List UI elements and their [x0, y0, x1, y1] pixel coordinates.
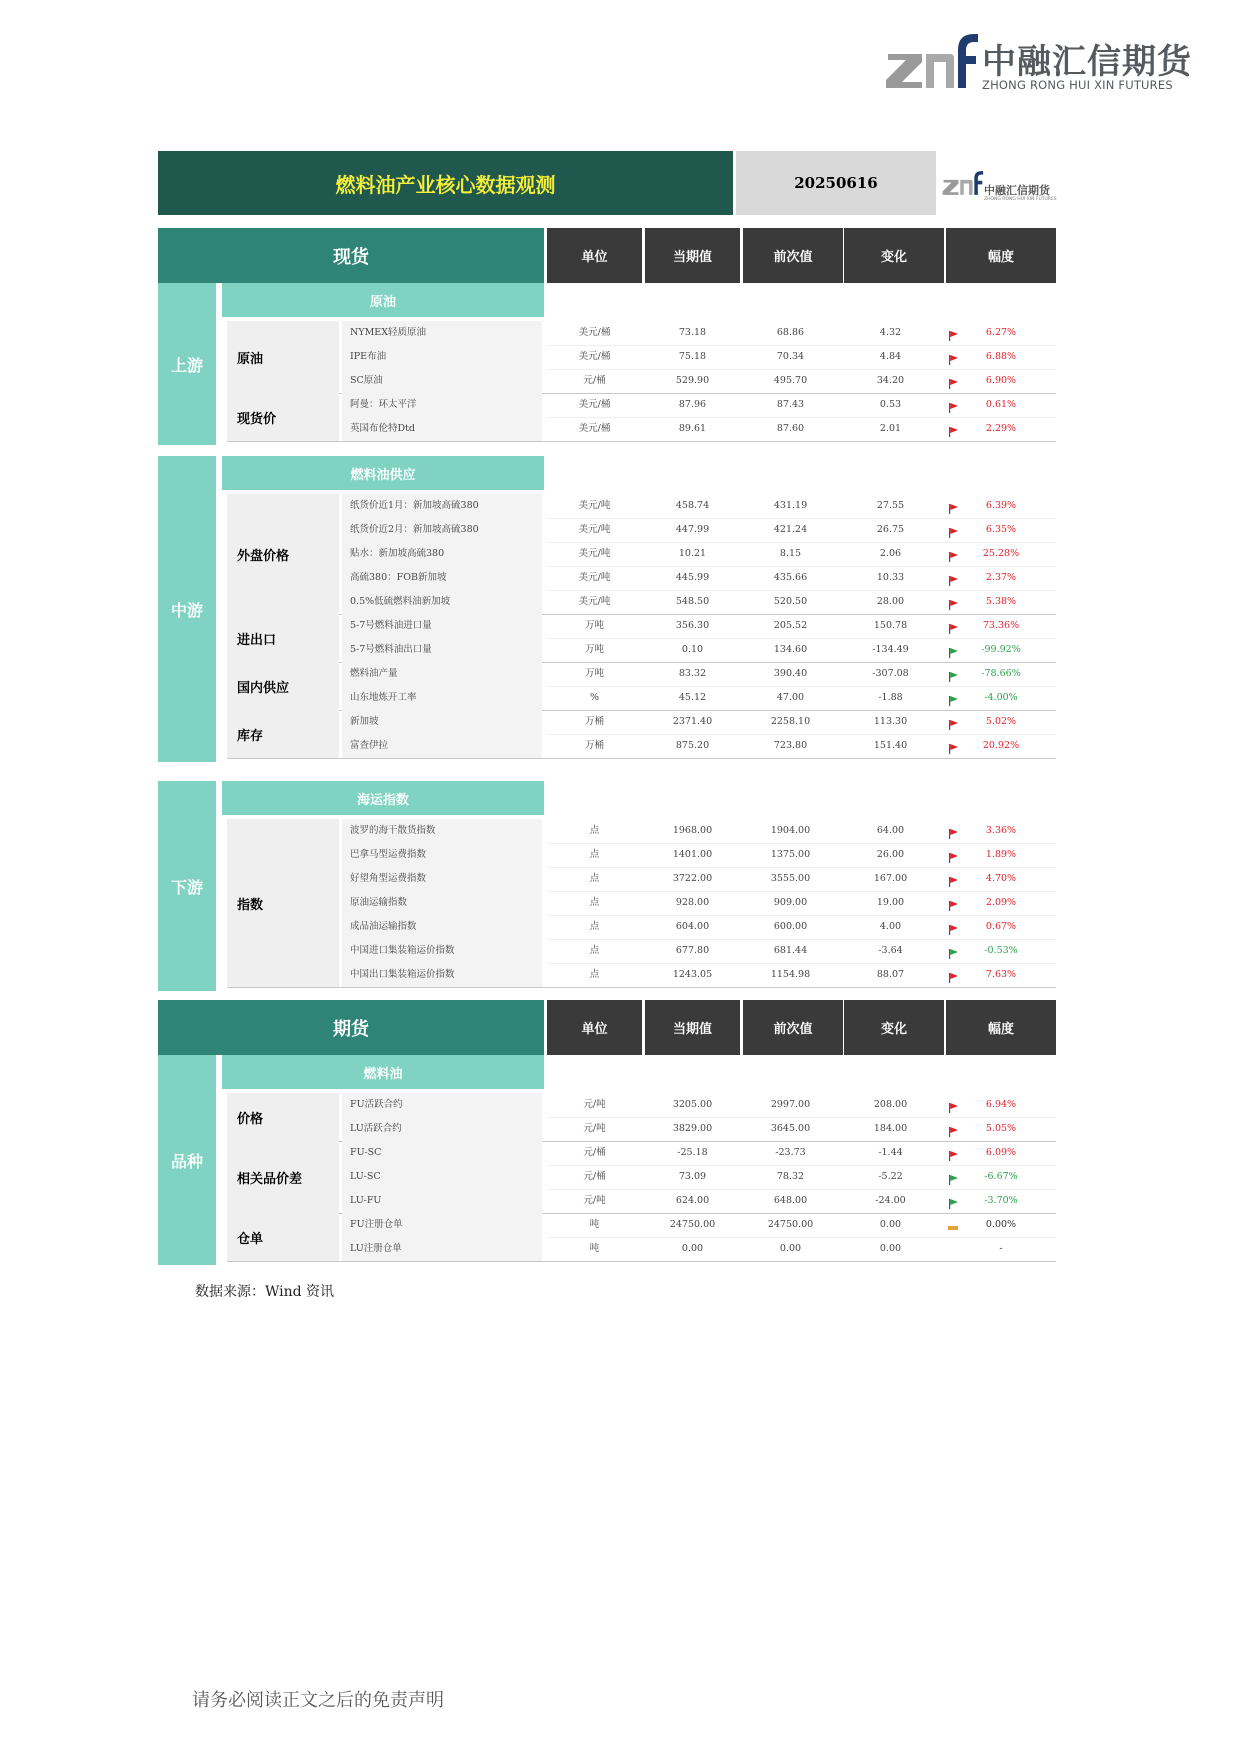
- current-value: 677.80: [675, 945, 710, 956]
- mini-logo-name-cn: 中融汇信期货: [984, 184, 1050, 197]
- indicator-name: NYMEX轻质原油: [350, 327, 427, 338]
- change-value: 27.55: [876, 500, 905, 511]
- spot-subheader-0: 原油: [222, 283, 544, 317]
- pct-value: 2.09%: [985, 897, 1017, 908]
- row-divider: [547, 686, 1056, 687]
- indicator-name: 0.5%低硫燃料油新加坡: [350, 596, 451, 607]
- futures-col-unit: 单位: [547, 1000, 642, 1055]
- change-value: 208.00: [873, 1099, 908, 1110]
- pct-value: 73.36%: [982, 620, 1020, 631]
- previous-value: 87.43: [776, 399, 805, 410]
- unit-cell: 美元/吨: [578, 524, 611, 535]
- change-value: 4.84: [879, 351, 902, 362]
- unit-cell: 美元/吨: [578, 596, 611, 607]
- spot-col-current: 当期值: [645, 228, 740, 283]
- unit-cell: 元/吨: [583, 1123, 606, 1134]
- disclaimer-footer: 请务必阅读正文之后的免责声明: [192, 1690, 444, 1711]
- unit-cell: 元/桶: [583, 375, 606, 386]
- change-value: -5.22: [878, 1171, 903, 1182]
- change-value: 4.32: [879, 327, 902, 338]
- futures-subheader-0: 燃料油: [222, 1055, 544, 1089]
- row-divider: [547, 566, 1056, 567]
- indicator-name: LU-SC: [350, 1171, 381, 1182]
- unit-cell: 点: [589, 969, 600, 980]
- current-value: 624.00: [675, 1195, 710, 1206]
- unit-cell: 吨: [589, 1243, 600, 1254]
- current-value: 356.30: [675, 620, 710, 631]
- row-divider: [547, 1237, 1056, 1238]
- pct-value: 6.09%: [985, 1147, 1017, 1158]
- futures-header: 期货: [158, 1000, 544, 1055]
- spot-stream-1: 中游: [158, 456, 216, 762]
- unit-cell: 元/吨: [583, 1195, 606, 1206]
- pct-value: -4.00%: [984, 692, 1018, 703]
- current-value: 529.90: [675, 375, 710, 386]
- indicator-name: FU活跃合约: [350, 1099, 403, 1110]
- pct-value: -99.92%: [981, 644, 1021, 655]
- mini-logo: [940, 162, 1057, 208]
- current-value: 548.50: [675, 596, 710, 607]
- previous-value: 3645.00: [770, 1123, 811, 1134]
- group-divider: [227, 987, 1056, 988]
- previous-value: 47.00: [776, 692, 805, 703]
- row-divider: [547, 518, 1056, 519]
- current-value: 75.18: [678, 351, 707, 362]
- current-value: 1968.00: [672, 825, 713, 836]
- previous-value: 78.32: [776, 1171, 805, 1182]
- indicator-name: 纸货价近2月：新加坡高硫380: [350, 524, 479, 535]
- unit-cell: 万桶: [584, 740, 604, 751]
- category-label: 仓单: [227, 1213, 339, 1261]
- previous-value: 68.86: [776, 327, 805, 338]
- indicator-name: LU注册仓单: [350, 1243, 402, 1254]
- pct-value: 25.28%: [982, 548, 1020, 559]
- current-value: 875.20: [675, 740, 710, 751]
- indicator-name: LU-FU: [350, 1195, 382, 1206]
- report-date: 20250616: [736, 151, 936, 215]
- change-value: -307.08: [872, 668, 909, 679]
- report-title: 燃料油产业核心数据观测: [158, 151, 733, 215]
- spot-header: 现货: [158, 228, 544, 283]
- row-divider: [547, 1189, 1056, 1190]
- indicator-name: 原油运输指数: [350, 897, 408, 908]
- category-label: 指数: [227, 819, 339, 987]
- mini-logo-name-en: ZHONG RONG HUI XIN FUTURES: [984, 197, 1057, 202]
- company-name-en: ZHONG RONG HUI XIN FUTURES: [982, 78, 1173, 92]
- unit-cell: 点: [589, 945, 600, 956]
- previous-value: 87.60: [776, 423, 805, 434]
- current-value: 3829.00: [672, 1123, 713, 1134]
- spot-col-previous: 前次值: [743, 228, 843, 283]
- change-value: 167.00: [873, 873, 908, 884]
- change-value: 26.00: [876, 849, 905, 860]
- spot-stream-0: 上游: [158, 283, 216, 445]
- company-logo: [880, 30, 1192, 92]
- pct-value: -: [999, 1243, 1003, 1254]
- unit-cell: 美元/桶: [578, 327, 611, 338]
- pct-value: 6.35%: [985, 524, 1017, 535]
- category-label: 价格: [227, 1093, 339, 1141]
- unit-cell: 吨: [589, 1219, 600, 1230]
- category-label: 外盘价格: [227, 494, 339, 614]
- previous-value: 421.24: [773, 524, 808, 535]
- indicator-name: 山东地炼开工率: [350, 692, 417, 703]
- category-label: 国内供应: [227, 662, 339, 710]
- change-value: -1.88: [878, 692, 903, 703]
- pct-value: -78.66%: [981, 668, 1021, 679]
- pct-value: 0.61%: [985, 399, 1017, 410]
- futures-col-previous: 前次值: [743, 1000, 843, 1055]
- unit-cell: 万吨: [584, 668, 604, 679]
- current-value: -25.18: [677, 1147, 708, 1158]
- row-divider: [547, 734, 1056, 735]
- current-value: 89.61: [678, 423, 707, 434]
- previous-value: 134.60: [773, 644, 808, 655]
- spot-col-unit: 单位: [547, 228, 642, 283]
- unit-cell: 万吨: [584, 620, 604, 631]
- change-value: 0.00: [879, 1219, 902, 1230]
- category-label: 原油: [227, 321, 339, 393]
- current-value: 45.12: [678, 692, 707, 703]
- indicator-name: 中国出口集装箱运价指数: [350, 969, 455, 980]
- indicator-name: 5-7号燃料油出口量: [350, 644, 432, 655]
- row-divider: [547, 638, 1056, 639]
- indicator-name: FU-SC: [350, 1147, 382, 1158]
- previous-value: 909.00: [773, 897, 808, 908]
- previous-value: 8.15: [779, 548, 802, 559]
- futures-col-pct: 幅度: [946, 1000, 1056, 1055]
- previous-value: 205.52: [773, 620, 808, 631]
- indicator-name: 好望角型运费指数: [350, 873, 427, 884]
- row-divider: [547, 1117, 1056, 1118]
- indicator-name: LU活跃合约: [350, 1123, 402, 1134]
- current-value: 73.09: [678, 1171, 707, 1182]
- previous-value: 648.00: [773, 1195, 808, 1206]
- change-value: -1.44: [878, 1147, 903, 1158]
- pct-value: 4.70%: [985, 873, 1017, 884]
- unit-cell: 点: [589, 825, 600, 836]
- row-divider: [547, 939, 1056, 940]
- unit-cell: 点: [589, 921, 600, 932]
- unit-cell: 美元/桶: [578, 351, 611, 362]
- change-value: -24.00: [875, 1195, 906, 1206]
- current-value: 445.99: [675, 572, 710, 583]
- pct-value: 2.37%: [985, 572, 1017, 583]
- indicator-name: SC原油: [350, 375, 383, 386]
- unit-cell: 元/桶: [583, 1171, 606, 1182]
- row-divider: [547, 345, 1056, 346]
- spot-subheader-1: 燃料油供应: [222, 456, 544, 490]
- change-value: 19.00: [876, 897, 905, 908]
- current-value: 928.00: [675, 897, 710, 908]
- previous-value: 24750.00: [767, 1219, 814, 1230]
- previous-value: 431.19: [773, 500, 808, 511]
- pct-value: -0.53%: [984, 945, 1018, 956]
- category-label: 库存: [227, 710, 339, 758]
- group-divider: [227, 441, 1056, 442]
- current-value: 87.96: [678, 399, 707, 410]
- previous-value: 390.40: [773, 668, 808, 679]
- indicator-name: 新加坡: [350, 716, 379, 727]
- current-value: 24750.00: [669, 1219, 716, 1230]
- indicator-name: 中国进口集装箱运价指数: [350, 945, 455, 956]
- change-value: 34.20: [876, 375, 905, 386]
- previous-value: 70.34: [776, 351, 805, 362]
- pct-value: 5.05%: [985, 1123, 1017, 1134]
- change-value: 88.07: [876, 969, 905, 980]
- indicator-name: 阿曼：环太平洋: [350, 399, 417, 410]
- unit-cell: 元/吨: [583, 1099, 606, 1110]
- change-value: 0.00: [879, 1243, 902, 1254]
- change-value: 4.00: [879, 921, 902, 932]
- change-value: 26.75: [876, 524, 905, 535]
- category-label: 相关品价差: [227, 1141, 339, 1213]
- pct-value: 0.67%: [985, 921, 1017, 932]
- indicator-name: 纸货价近1月：新加坡高硫380: [350, 500, 479, 511]
- company-name-cn: 中融汇信期货: [982, 42, 1192, 82]
- previous-value: 600.00: [773, 921, 808, 932]
- znf-logo-icon: [880, 30, 980, 92]
- category-label: 现货价: [227, 393, 339, 441]
- row-divider: [547, 915, 1056, 916]
- current-value: 1243.05: [672, 969, 713, 980]
- previous-value: 435.66: [773, 572, 808, 583]
- spot-stream-2: 下游: [158, 781, 216, 991]
- row-divider: [547, 843, 1056, 844]
- unit-cell: 万桶: [584, 716, 604, 727]
- change-value: -134.49: [872, 644, 909, 655]
- indicator-name: 富查伊拉: [350, 740, 389, 751]
- indicator-name: 英国布伦特Dtd: [350, 423, 416, 434]
- pct-value: 6.90%: [985, 375, 1017, 386]
- previous-value: 723.80: [773, 740, 808, 751]
- unit-cell: 美元/桶: [578, 423, 611, 434]
- futures-col-change: 变化: [844, 1000, 944, 1055]
- previous-value: 1154.98: [770, 969, 811, 980]
- futures-col-current: 当期值: [645, 1000, 740, 1055]
- indicator-name: 燃料油产量: [350, 668, 398, 679]
- previous-value: 1904.00: [770, 825, 811, 836]
- data-source: 数据来源：Wind 资讯: [195, 1284, 335, 1300]
- unit-cell: 元/桶: [583, 1147, 606, 1158]
- unit-cell: 美元/吨: [578, 500, 611, 511]
- row-divider: [547, 1165, 1056, 1166]
- indicator-name: 波罗的海干散货指数: [350, 825, 436, 836]
- change-value: 184.00: [873, 1123, 908, 1134]
- pct-value: 6.27%: [985, 327, 1017, 338]
- current-value: 2371.40: [672, 716, 713, 727]
- unit-cell: 美元/桶: [578, 399, 611, 410]
- row-divider: [547, 417, 1056, 418]
- change-value: 28.00: [876, 596, 905, 607]
- pct-value: 3.36%: [985, 825, 1017, 836]
- unit-cell: 美元/吨: [578, 548, 611, 559]
- indicator-name: IPE布油: [350, 351, 387, 362]
- previous-value: 2997.00: [770, 1099, 811, 1110]
- unit-cell: 点: [589, 873, 600, 884]
- previous-value: 520.50: [773, 596, 808, 607]
- group-divider: [227, 1261, 1056, 1262]
- previous-value: 681.44: [773, 945, 808, 956]
- indicator-name: 5-7号燃料油进口量: [350, 620, 432, 631]
- unit-cell: %: [589, 692, 600, 703]
- row-divider: [547, 867, 1056, 868]
- current-value: 10.21: [678, 548, 707, 559]
- znf-mini-logo-icon: [940, 162, 984, 204]
- row-divider: [547, 891, 1056, 892]
- pct-value: 5.02%: [985, 716, 1017, 727]
- current-value: 0.10: [681, 644, 704, 655]
- change-value: 150.78: [873, 620, 908, 631]
- current-value: 3205.00: [672, 1099, 713, 1110]
- pct-value: -3.70%: [984, 1195, 1018, 1206]
- unit-cell: 点: [589, 849, 600, 860]
- indicator-name: 高硫380：FOB新加坡: [350, 572, 447, 583]
- pct-value: 0.00%: [985, 1219, 1017, 1230]
- spot-col-pct: 幅度: [946, 228, 1056, 283]
- row-divider: [547, 369, 1056, 370]
- row-divider: [547, 590, 1056, 591]
- previous-value: 2258.10: [770, 716, 811, 727]
- pct-value: -6.67%: [984, 1171, 1018, 1182]
- row-divider: [547, 542, 1056, 543]
- row-divider: [547, 963, 1056, 964]
- unit-cell: 万吨: [584, 644, 604, 655]
- pct-value: 6.39%: [985, 500, 1017, 511]
- current-value: 1401.00: [672, 849, 713, 860]
- change-value: 2.06: [879, 548, 902, 559]
- change-value: 0.53: [879, 399, 902, 410]
- change-value: 2.01: [879, 423, 902, 434]
- change-value: 64.00: [876, 825, 905, 836]
- change-value: 151.40: [873, 740, 908, 751]
- current-value: 604.00: [675, 921, 710, 932]
- change-value: 113.30: [873, 716, 908, 727]
- change-value: 10.33: [876, 572, 905, 583]
- spot-subheader-2: 海运指数: [222, 781, 544, 815]
- category-label: 进出口: [227, 614, 339, 662]
- spot-col-change: 变化: [844, 228, 944, 283]
- pct-value: 5.38%: [985, 596, 1017, 607]
- current-value: 0.00: [681, 1243, 704, 1254]
- current-value: 73.18: [678, 327, 707, 338]
- indicator-name: 贴水：新加坡高硫380: [350, 548, 445, 559]
- current-value: 447.99: [675, 524, 710, 535]
- current-value: 83.32: [678, 668, 707, 679]
- previous-value: 3555.00: [770, 873, 811, 884]
- previous-value: 495.70: [773, 375, 808, 386]
- group-divider: [227, 758, 1056, 759]
- unit-cell: 美元/吨: [578, 572, 611, 583]
- unit-cell: 点: [589, 897, 600, 908]
- current-value: 3722.00: [672, 873, 713, 884]
- indicator-name: 巴拿马型运费指数: [350, 849, 427, 860]
- futures-stream-0: 品种: [158, 1055, 216, 1265]
- pct-value: 6.88%: [985, 351, 1017, 362]
- indicator-name: 成品油运输指数: [350, 921, 417, 932]
- indicator-name: FU注册仓单: [350, 1219, 403, 1230]
- previous-value: 1375.00: [770, 849, 811, 860]
- previous-value: -23.73: [775, 1147, 806, 1158]
- pct-value: 20.92%: [982, 740, 1020, 751]
- change-value: -3.64: [878, 945, 903, 956]
- pct-value: 2.29%: [985, 423, 1017, 434]
- current-value: 458.74: [675, 500, 710, 511]
- previous-value: 0.00: [779, 1243, 802, 1254]
- pct-value: 7.63%: [985, 969, 1017, 980]
- pct-value: 6.94%: [985, 1099, 1017, 1110]
- pct-value: 1.89%: [985, 849, 1017, 860]
